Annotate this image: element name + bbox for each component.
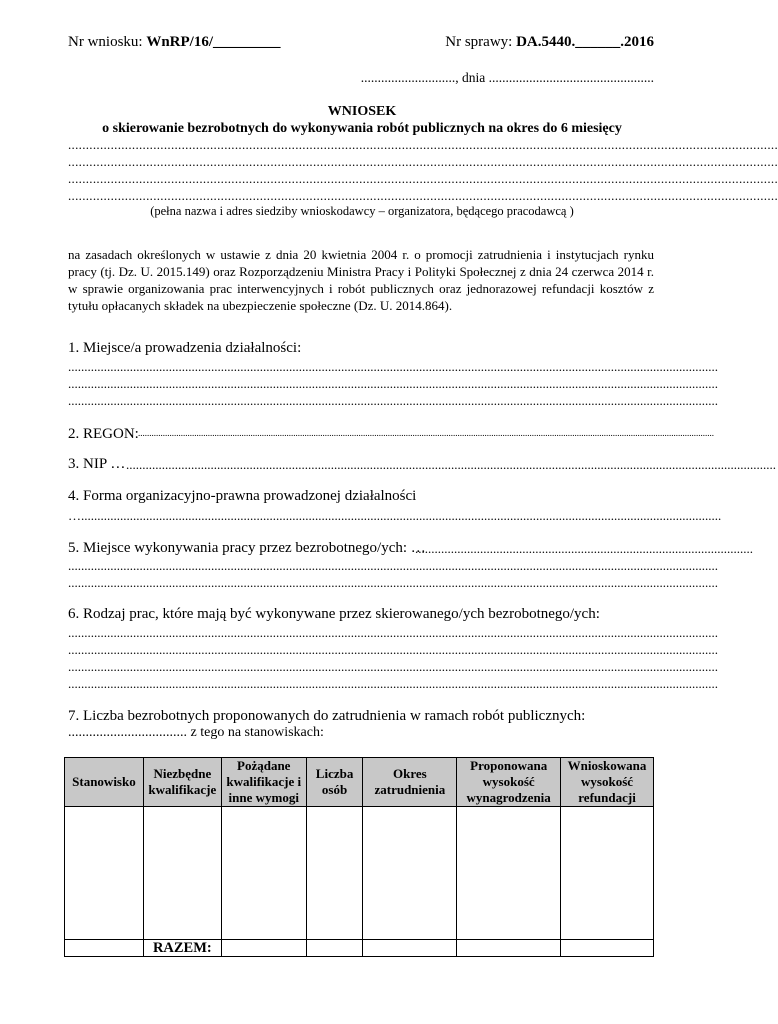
document-subtitle: o skierowanie bezrobotnych do wykonywania robót publicznych na okres do 6 miesięcy bbox=[102, 121, 622, 136]
application-number-label: Nr wniosku: bbox=[68, 34, 143, 50]
section-7-count-line[interactable]: .................................. z tego na stanowiskach: bbox=[68, 725, 324, 740]
section-1-line-2[interactable]: ........................................................................................................................................................................................................ bbox=[68, 376, 718, 391]
total-empty-cell bbox=[65, 940, 144, 957]
column-header-requested-refund: Wnioskowana wysokość refundacji bbox=[561, 758, 654, 807]
table-total-row bbox=[65, 940, 654, 957]
section-6-line-3[interactable]: ........................................................................................................................................................................................................ bbox=[68, 659, 718, 674]
section-3-nip bbox=[68, 456, 125, 473]
section-2-regon bbox=[68, 426, 139, 443]
section-4-label: 4. Forma organizacyjno-prawna prowadzonej działalności bbox=[68, 488, 417, 504]
case-number bbox=[445, 34, 654, 51]
section-5-label: 5. Miejsce wykonywania pracy przez bezrobotnego/ych: … bbox=[68, 540, 426, 556]
cell-headcount[interactable] bbox=[306, 807, 363, 940]
section-4-line[interactable]: …..................................................................................................................................................................................................... bbox=[68, 508, 722, 523]
table-header-row bbox=[65, 758, 654, 807]
place-date-line[interactable]: ............................, dnia ................................................. bbox=[360, 70, 654, 85]
total-desired-qualifications[interactable] bbox=[221, 940, 306, 957]
regon-field[interactable]: ................................................................................................................................................................................................................................................................ bbox=[138, 428, 714, 438]
section-7-label: 7. Liczba bezrobotnych proponowanych do zatrudnienia w ramach robót publicznych: bbox=[68, 708, 586, 724]
section-3-label: 3. NIP … bbox=[68, 456, 126, 472]
section-6-line-4[interactable]: ........................................................................................................................................................................................................ bbox=[68, 676, 718, 691]
applicant-line-2[interactable]: ........................................................................................................................................................................................................ bbox=[68, 154, 778, 169]
section-1-label: 1. Miejsce/a prowadzenia działalności: bbox=[68, 340, 302, 356]
application-number bbox=[68, 34, 281, 51]
section-5-line-1[interactable]: ........................................................................................................................................................................................................ bbox=[68, 558, 718, 573]
total-headcount[interactable] bbox=[306, 940, 363, 957]
column-header-employment-period: Okres zatrudnienia bbox=[363, 758, 457, 807]
applicant-caption: (pełna nazwa i adres siedziby wnioskodawcy – organizatora, będącego pracodawcą ) bbox=[150, 204, 574, 218]
section-2-label: 2. REGON: bbox=[68, 426, 139, 442]
cell-requested-refund[interactable] bbox=[561, 807, 654, 940]
section-6-line-2[interactable]: ........................................................................................................................................................................................................ bbox=[68, 642, 718, 657]
total-label: RAZEM: bbox=[143, 940, 221, 957]
section-4-leader: … bbox=[68, 508, 81, 523]
column-header-desired-qualifications: Pożądane kwalifikacje i inne wymogi bbox=[221, 758, 306, 807]
section-1-line-1[interactable]: ........................................................................................................................................................................................................ bbox=[68, 359, 718, 374]
table-row bbox=[65, 807, 654, 940]
application-number-value[interactable]: WnRP/16/_________ bbox=[146, 34, 281, 50]
section-6-label: 6. Rodzaj prac, które mają być wykonywane przez skierowanego/ych bezrobotnego/ych: bbox=[68, 606, 600, 622]
total-proposed-salary[interactable] bbox=[457, 940, 561, 957]
cell-proposed-salary[interactable] bbox=[457, 807, 561, 940]
case-number-label: Nr sprawy: bbox=[445, 34, 513, 50]
positions-table bbox=[64, 757, 654, 957]
cell-desired-qualifications[interactable] bbox=[221, 807, 306, 940]
section-6-line-1[interactable]: ........................................................................................................................................................................................................ bbox=[68, 625, 718, 640]
total-requested-refund[interactable] bbox=[561, 940, 654, 957]
nip-field[interactable]: ........................................................................................................................................................................................................ bbox=[126, 457, 776, 472]
applicant-line-3[interactable]: ........................................................................................................................................................................................................ bbox=[68, 171, 778, 186]
column-header-required-qualifications: Niezbędne kwalifikacje bbox=[143, 758, 221, 807]
applicant-line-1[interactable]: ........................................................................................................................................................................................................ bbox=[68, 137, 778, 152]
column-header-headcount: Liczba osób bbox=[306, 758, 363, 807]
document-title: WNIOSEK bbox=[327, 104, 397, 119]
cell-position[interactable] bbox=[65, 807, 144, 940]
legal-basis-paragraph: na zasadach określonych w ustawie z dnia 20 kwietnia 2004 r. o promocji zatrudnienia i instytucjach rynku pracy (tj. Dz. U. 2015.149) oraz Rozporządzeniu Ministra Pracy i Polityki Społecznej z dnia 24 czerwca 2014 r. w sprawie organizowania prac interwencyjnych i robót publicznych oraz jednorazowej refundacji kosztów z tytułu opłacanych składek na ubezpieczenie społeczne (Dz. U. 2014.864). bbox=[68, 247, 654, 313]
total-employment-period[interactable] bbox=[363, 940, 457, 957]
applicant-line-4[interactable]: ........................................................................................................................................................................................................ bbox=[68, 188, 778, 203]
section-5-line-2[interactable]: ........................................................................................................................................................................................................ bbox=[68, 575, 718, 590]
cell-employment-period[interactable] bbox=[363, 807, 457, 940]
cell-required-qualifications[interactable] bbox=[143, 807, 221, 940]
column-header-proposed-salary: Proponowana wysokość wynagrodzenia bbox=[457, 758, 561, 807]
column-header-position: Stanowisko bbox=[65, 758, 144, 807]
section-5-inline-field[interactable]: ........................................................................................................ bbox=[415, 541, 753, 556]
case-number-value[interactable]: DA.5440.______.2016 bbox=[516, 34, 654, 50]
section-1-line-3[interactable]: ........................................................................................................................................................................................................ bbox=[68, 393, 718, 408]
